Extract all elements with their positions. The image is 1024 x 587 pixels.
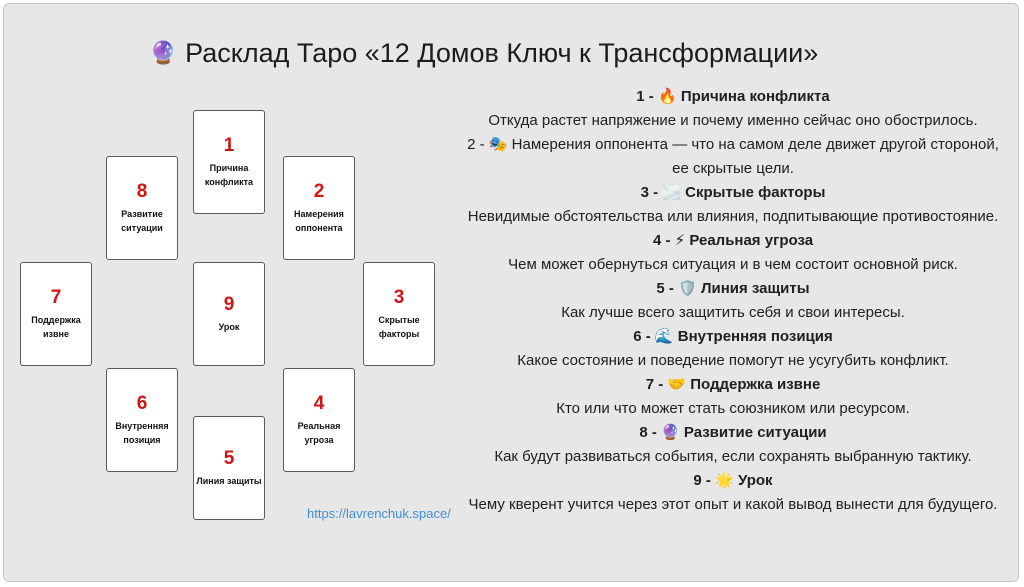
card-label: Внутренняя позиция	[115, 421, 169, 445]
position-description: Как будут развиваться события, если сохранять выбранную тактику.	[494, 448, 972, 465]
position-8	[459, 421, 1007, 469]
card-label: Скрытые факторы	[378, 315, 420, 339]
shield-icon: 🛡️	[678, 280, 697, 297]
position-description: Чем может обернуться ситуация и в чем состоит основной риск.	[508, 256, 958, 273]
position-heading: 2 - 🎭 Намерения оппонента — что на самом деле движет другой стороной, ее скрытые цели.	[467, 136, 999, 177]
website-link[interactable]: https://lavrenchuk.space/	[307, 506, 451, 521]
card-2	[283, 156, 355, 260]
card-number: 6	[136, 393, 148, 414]
wave-icon: 🌊	[654, 328, 674, 345]
position-1	[459, 85, 1007, 133]
position-2	[459, 133, 1007, 181]
position-9	[459, 469, 1007, 517]
position-heading: 9 - 🌟 Урок	[693, 472, 773, 489]
star-icon: 🌟	[715, 472, 734, 489]
position-description: Чему кверент учится через этот опыт и какой вывод вынести для будущего.	[468, 496, 998, 513]
card-5	[193, 416, 265, 520]
position-heading: 1 - 🔥 Причина конфликта	[636, 88, 830, 105]
theater-masks-icon: 🎭	[488, 136, 508, 153]
card-3	[363, 262, 435, 366]
position-description: Откуда растет напряжение и почему именно сейчас оно обострилось.	[488, 112, 978, 129]
position-6	[459, 325, 1007, 373]
page-title	[4, 38, 964, 69]
card-7	[20, 262, 92, 366]
page-title-text: Расклад Таро «12 Домов Ключ к Трансформации»	[185, 38, 819, 68]
position-3	[459, 181, 1007, 229]
position-description: Как лучше всего защитить себя и свои интересы.	[561, 304, 905, 321]
position-heading: 8 - 🔮 Развитие ситуации	[639, 424, 827, 441]
card-number: 7	[50, 287, 62, 308]
position-4	[459, 229, 1007, 277]
position-heading: 7 - 🤝 Поддержка извне	[645, 376, 821, 393]
card-9	[193, 262, 265, 366]
card-label: Линия защиты	[196, 476, 262, 486]
position-description: Какое состояние и поведение помогут не усугубить конфликт.	[517, 352, 949, 369]
card-4	[283, 368, 355, 472]
card-label: Реальная угроза	[297, 421, 341, 445]
card-6	[106, 368, 178, 472]
position-7	[459, 373, 1007, 421]
handshake-icon: 🤝	[667, 376, 687, 393]
crystal-ball-icon: 🔮	[149, 40, 178, 65]
spread-panel	[3, 3, 1019, 582]
card-number: 4	[313, 393, 325, 414]
positions-list	[459, 85, 1007, 517]
crystal-ball-icon: 🔮	[661, 424, 680, 441]
card-8	[106, 156, 178, 260]
card-number: 8	[136, 181, 148, 202]
card-number: 2	[313, 181, 325, 202]
fog-icon: 🌫️	[662, 184, 681, 201]
card-label: Урок	[218, 322, 240, 332]
lightning-icon: ⚡	[674, 232, 686, 249]
position-heading: 4 - ⚡ Реальная угроза	[652, 232, 814, 249]
position-description: Невидимые обстоятельства или влияния, подпитывающие противостояние.	[467, 208, 999, 225]
card-label: Развитие ситуации	[121, 209, 163, 233]
position-heading: 5 - 🛡️ Линия защиты	[656, 280, 810, 297]
fire-icon: 🔥	[657, 88, 677, 105]
position-heading: 3 - 🌫️ Скрытые факторы	[640, 184, 826, 201]
card-label: Поддержка извне	[31, 315, 81, 339]
position-heading: 6 - 🌊 Внутренняя позиция	[633, 328, 833, 345]
position-description: Кто или что может стать союзником или ресурсом.	[556, 400, 910, 417]
position-5	[459, 277, 1007, 325]
card-number: 9	[223, 294, 235, 315]
card-label: Причина конфликта	[204, 163, 254, 187]
position-description: — что на самом деле движет другой стороной, ее скрытые цели.	[672, 136, 999, 177]
card-1	[193, 110, 265, 214]
card-label: Намерения оппонента	[294, 209, 344, 233]
card-number: 3	[393, 287, 405, 308]
card-number: 1	[223, 135, 235, 156]
card-number: 5	[223, 448, 235, 469]
